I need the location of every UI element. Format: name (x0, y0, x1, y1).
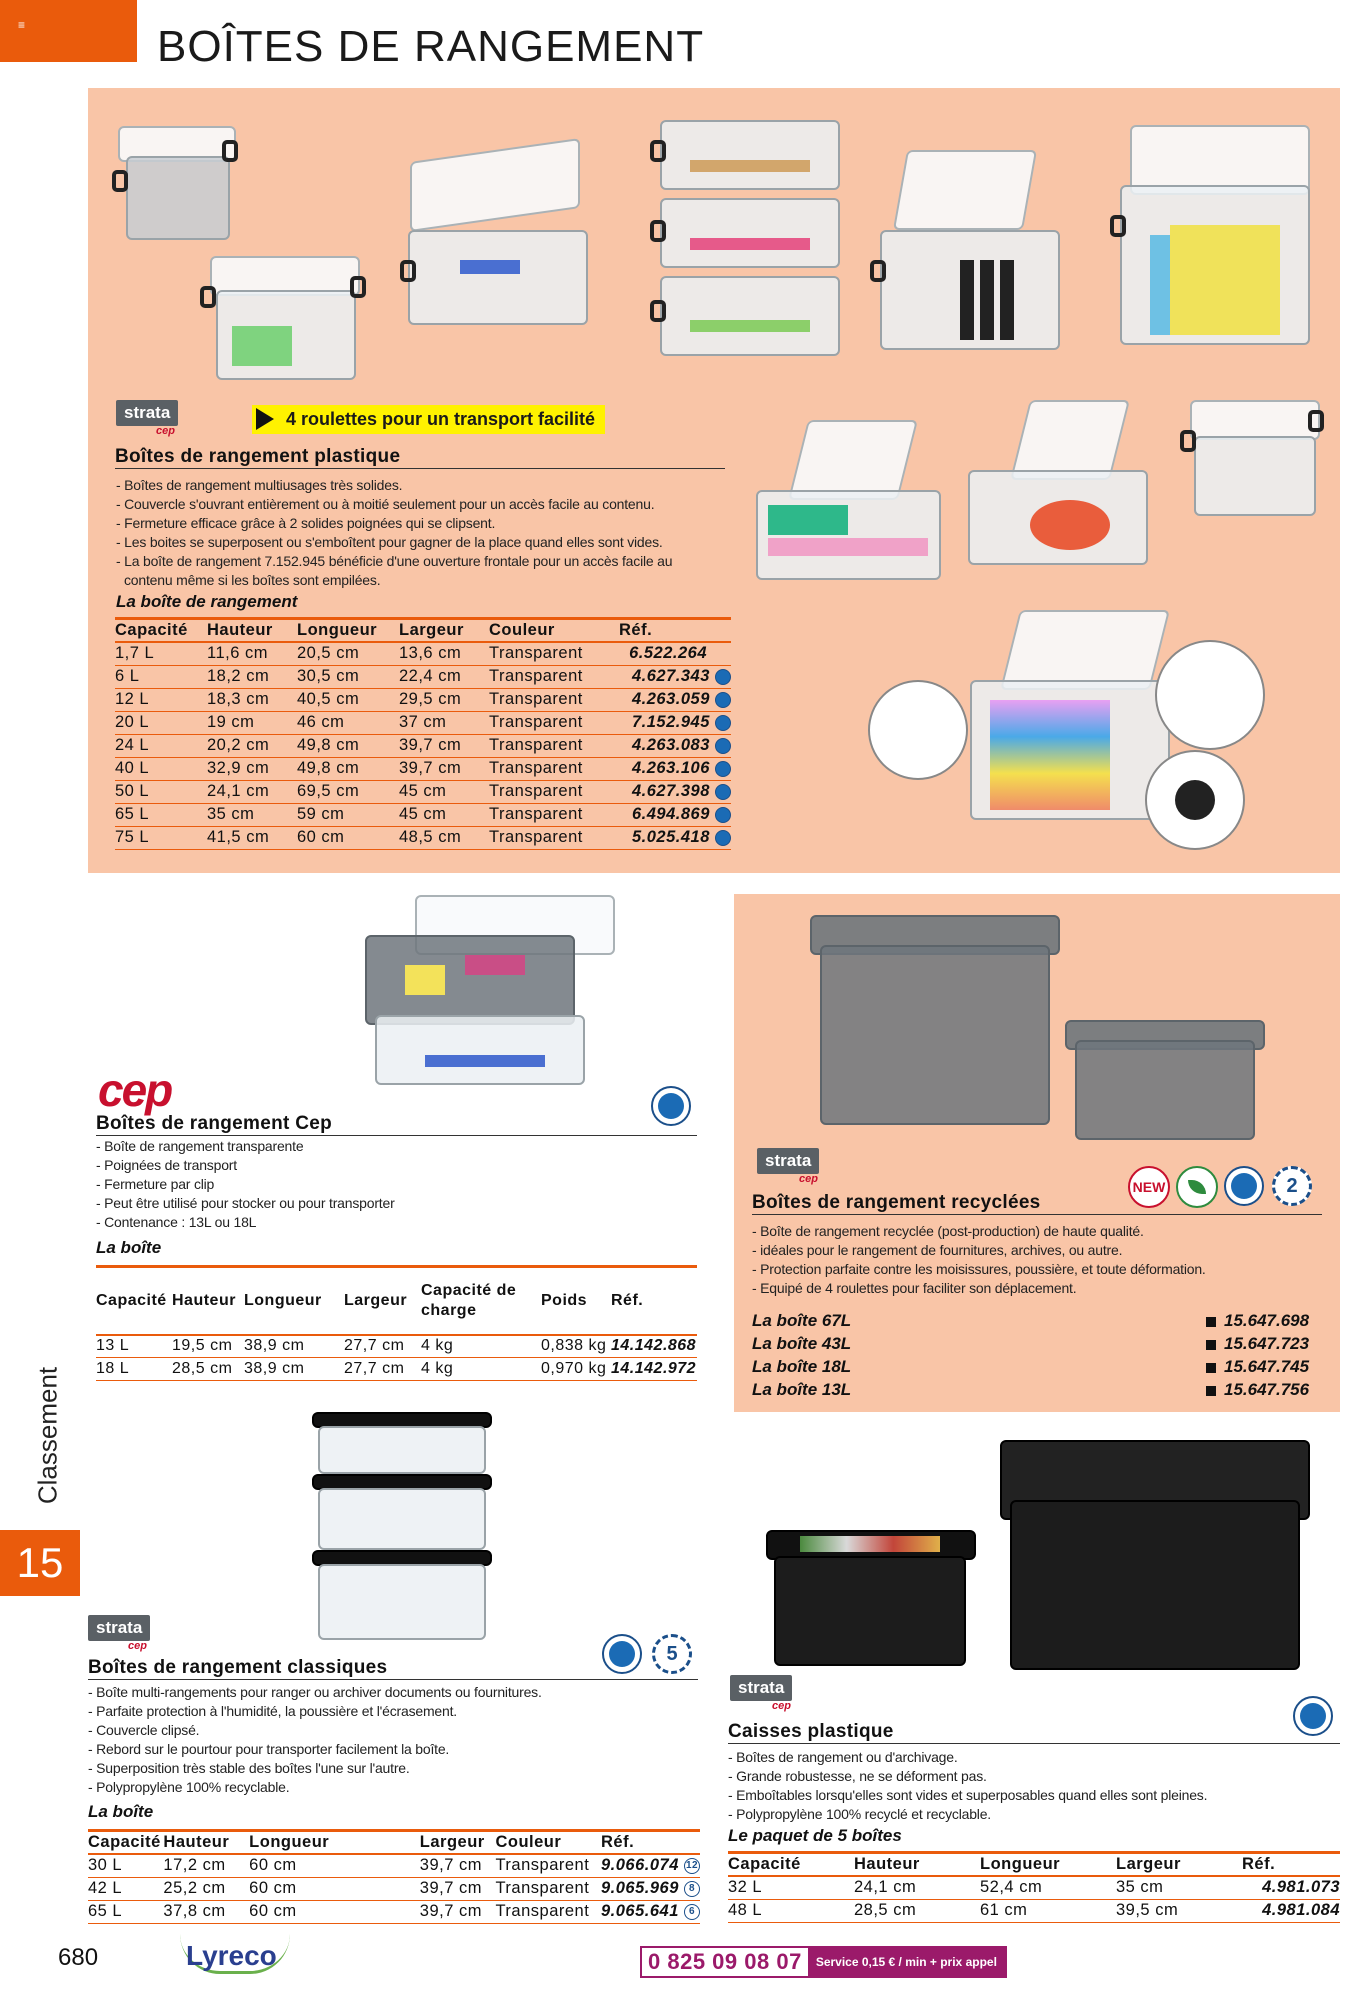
brand-sub-cep: cep (156, 425, 175, 437)
table-row: 40 L 32,9 cm 49,8 cm 39,7 cm Transparent 4.263.106 (115, 757, 731, 780)
section4-title: Boîtes de rangement classiques (88, 1657, 698, 1680)
section1-subtitle: La boîte de rangement (116, 592, 298, 611)
section1-table (115, 617, 731, 850)
product-image-colored-box-1 (748, 420, 948, 590)
table-row: 12 L 18,3 cm 40,5 cm 29,5 cm Transparent 4.263.059 (115, 688, 731, 711)
section5-title: Caisses plastique (728, 1721, 1340, 1744)
table-row: 13 L 19,5 cm 38,9 cm 27,7 cm 4 kg 0,838 kg 14.142.868 (96, 1335, 697, 1358)
table-row: 42 L 25,2 cm 60 cm 39,7 cm Transparent 9.065.969 8 (88, 1877, 700, 1900)
carbon-badge-icon: 5 (652, 1634, 692, 1674)
phone-number[interactable]: 0 825 09 08 07 (648, 1949, 802, 1974)
brand-sub-cep: cep (799, 1173, 818, 1185)
page-number: 680 (58, 1944, 99, 1971)
section3-title: Boîtes de rangement recyclées (752, 1192, 1322, 1215)
new-badge-icon: NEW (1128, 1166, 1170, 1208)
ref-value: 15.647.698 (1206, 1311, 1309, 1331)
product-image-colored-box-2 (960, 400, 1155, 575)
product-image-classic-stack (312, 1412, 492, 1642)
table-row: 65 L 37,8 cm 60 cm 39,7 cm Transparent 9.065.641 6 (88, 1900, 700, 1923)
ref-value: 15.647.756 (1206, 1380, 1309, 1400)
table-row: 75 L 41,5 cm 60 cm 48,5 cm Transparent 5.025.418 (115, 826, 731, 849)
product-image-stacked-boxes (650, 120, 850, 370)
globe-icon (715, 807, 731, 823)
table-row: 1,7 L 11,6 cm 20,5 cm 13,6 cm Transparent 6.522.264 (115, 642, 731, 665)
table-row: 20 L 19 cm 46 cm 37 cm Transparent 7.152.945 (115, 711, 731, 734)
phone-tariff: Service 0,15 € / min + prix appel (808, 1948, 1005, 1976)
ref-value: 15.647.745 (1206, 1357, 1309, 1377)
header-tab (0, 0, 137, 62)
section2-subtitle: La boîte (96, 1238, 162, 1257)
section4-table (88, 1829, 700, 1924)
section1-bullets: - Boîtes de rangement multiusages très solides. - Couvercle s'ouvrant entièrement ou à moitié seulement pour un accès facile au contenu. - Fermeture efficace grâce à 2 solides poignées qui se clipsent. - Les boites se superposent ou s'emboîtent pour gagner de la place quand elles sont vides. - La boîte de rangement 7.152.945 bénéficie d'une ouverture frontale pour un accès facile au contenu même si les boîtes sont empilées. (116, 477, 673, 588)
section2-title: Boîtes de rangement Cep (96, 1113, 697, 1136)
table-header: Capacité Hauteur Longueur Largeur Réf. (728, 1853, 1340, 1877)
side-section-number: 15 (0, 1530, 80, 1596)
brand-logo-lyreco: Lyreco (186, 1940, 277, 1971)
arrow-right-icon (256, 408, 274, 430)
carbon-badge-icon: 2 (1272, 1166, 1312, 1206)
product-image-files-box (870, 150, 1070, 360)
ref-label: La boîte 43L (752, 1334, 852, 1353)
brand-badge-strata: strata (730, 1675, 792, 1701)
product-image-cep-box (355, 895, 625, 1095)
table-header: Capacité Hauteur Longueur Largeur Couleur Réf. (115, 619, 731, 643)
product-image-folders-box (1110, 125, 1330, 355)
qty-badge-icon: 12 (684, 1858, 700, 1874)
side-section-label: Classement (32, 1366, 63, 1505)
globe-icon (715, 830, 731, 846)
section5-bullets: - Boîtes de rangement ou d'archivage. - Grande robustesse, ne se déforment pas. - Emboîtables lorsqu'elles sont vides et superposables quand elles sont pleines. - Polypropylène 100% recyclé et recyclable. (728, 1749, 1208, 1822)
product-image-box-stationery (200, 256, 370, 386)
square-bullet-icon (1206, 1363, 1216, 1373)
product-image-small-box (112, 120, 242, 250)
ref-value: 15.647.723 (1206, 1334, 1309, 1354)
table-row: 48 L 28,5 cm 61 cm 39,5 cm 4.981.084 (728, 1899, 1340, 1922)
brand-sub-cep: cep (772, 1700, 791, 1712)
ref-label: La boîte 67L (752, 1311, 852, 1330)
qty-badge-icon: 8 (684, 1881, 700, 1897)
square-bullet-icon (1206, 1340, 1216, 1350)
brand-badge-strata: strata (116, 400, 178, 426)
menu-icon[interactable]: ≡ (18, 18, 26, 32)
phone-box[interactable] (640, 1946, 1007, 1978)
table-row: 65 L 35 cm 59 cm 45 cm Transparent 6.494.869 (115, 803, 731, 826)
square-bullet-icon (1206, 1386, 1216, 1396)
product-image-recycled-boxes (800, 915, 1280, 1145)
brand-sub-cep: cep (128, 1640, 147, 1652)
brand-badge-strata: strata (88, 1615, 150, 1641)
section4-subtitle: La boîte (88, 1802, 154, 1821)
globe-icon (715, 761, 731, 777)
product-image-wheeled-box (860, 610, 1350, 850)
table-row: 24 L 20,2 cm 49,8 cm 39,7 cm Transparent 4.263.083 (115, 734, 731, 757)
table-row: 6 L 18,2 cm 30,5 cm 22,4 cm Transparent 4.627.343 (115, 665, 731, 688)
table-header: Capacité Hauteur Longueur Largeur Couleur Réf. (88, 1831, 700, 1855)
table-row: 50 L 24,1 cm 69,5 cm 45 cm Transparent 4.627.398 (115, 780, 731, 803)
globe-icon (715, 692, 731, 708)
globe-icon (715, 715, 731, 731)
product-image-black-crates (760, 1440, 1320, 1680)
square-bullet-icon (1206, 1317, 1216, 1327)
section4-bullets: - Boîte multi-rangements pour ranger ou archiver documents ou fournitures. - Parfaite protection à l'humidité, la poussière et l'écrasement. - Couvercle clipsé. - Rebord sur le pourtour pour transporter facilement la boîte. - Superposition très stable des boîtes l'une sur l'autre. - Polypropylène 100% recyclable. (88, 1684, 542, 1795)
section5-subtitle: Le paquet de 5 boîtes (728, 1826, 902, 1845)
table-header: Capacité Hauteur Longueur Largeur Capacité de charge Poids Réf. (96, 1267, 697, 1335)
section5-table (728, 1851, 1340, 1923)
product-image-small-box-2 (1180, 400, 1330, 530)
qty-badge-icon: 6 (684, 1904, 700, 1920)
section1-title: Boîtes de rangement plastique (115, 446, 725, 469)
ref-label: La boîte 18L (752, 1357, 852, 1376)
feature-note: 4 roulettes pour un transport facilité (252, 405, 605, 434)
table-row: 32 L 24,1 cm 52,4 cm 35 cm 4.981.073 (728, 1876, 1340, 1899)
page-title: BOÎTES DE RANGEMENT (157, 22, 705, 71)
section2-table (96, 1265, 697, 1381)
detail-handle-circle (868, 680, 968, 780)
section2-bullets: - Boîte de rangement transparente - Poignées de transport - Fermeture par clip - Peut être utilisé pour stocker ou pour transporter - Contenance : 13L ou 18L (96, 1138, 395, 1230)
table-row: 18 L 28,5 cm 38,9 cm 27,7 cm 4 kg 0,970 kg 14.142.972 (96, 1358, 697, 1381)
ref-label: La boîte 13L (752, 1380, 852, 1399)
product-image-open-lid-box (400, 150, 600, 345)
brand-logo-cep: cep (98, 1064, 172, 1116)
globe-icon (715, 738, 731, 754)
detail-clip-circle (1155, 640, 1265, 750)
globe-icon (715, 784, 731, 800)
section3-bullets: - Boîte de rangement recyclée (post-production) de haute qualité. - idéales pour le rangement de fournitures, archives, ou autre. - Protection parfaite contre les moisissures, poussière, et toute déformation. - Equipé de 4 roulettes pour faciliter son déplacement. (752, 1223, 1206, 1296)
wheel-icon (1175, 780, 1215, 820)
table-row: 30 L 17,2 cm 60 cm 39,7 cm Transparent 9.066.074 12 (88, 1854, 700, 1877)
globe-icon (715, 669, 731, 685)
brand-badge-strata: strata (757, 1148, 819, 1174)
